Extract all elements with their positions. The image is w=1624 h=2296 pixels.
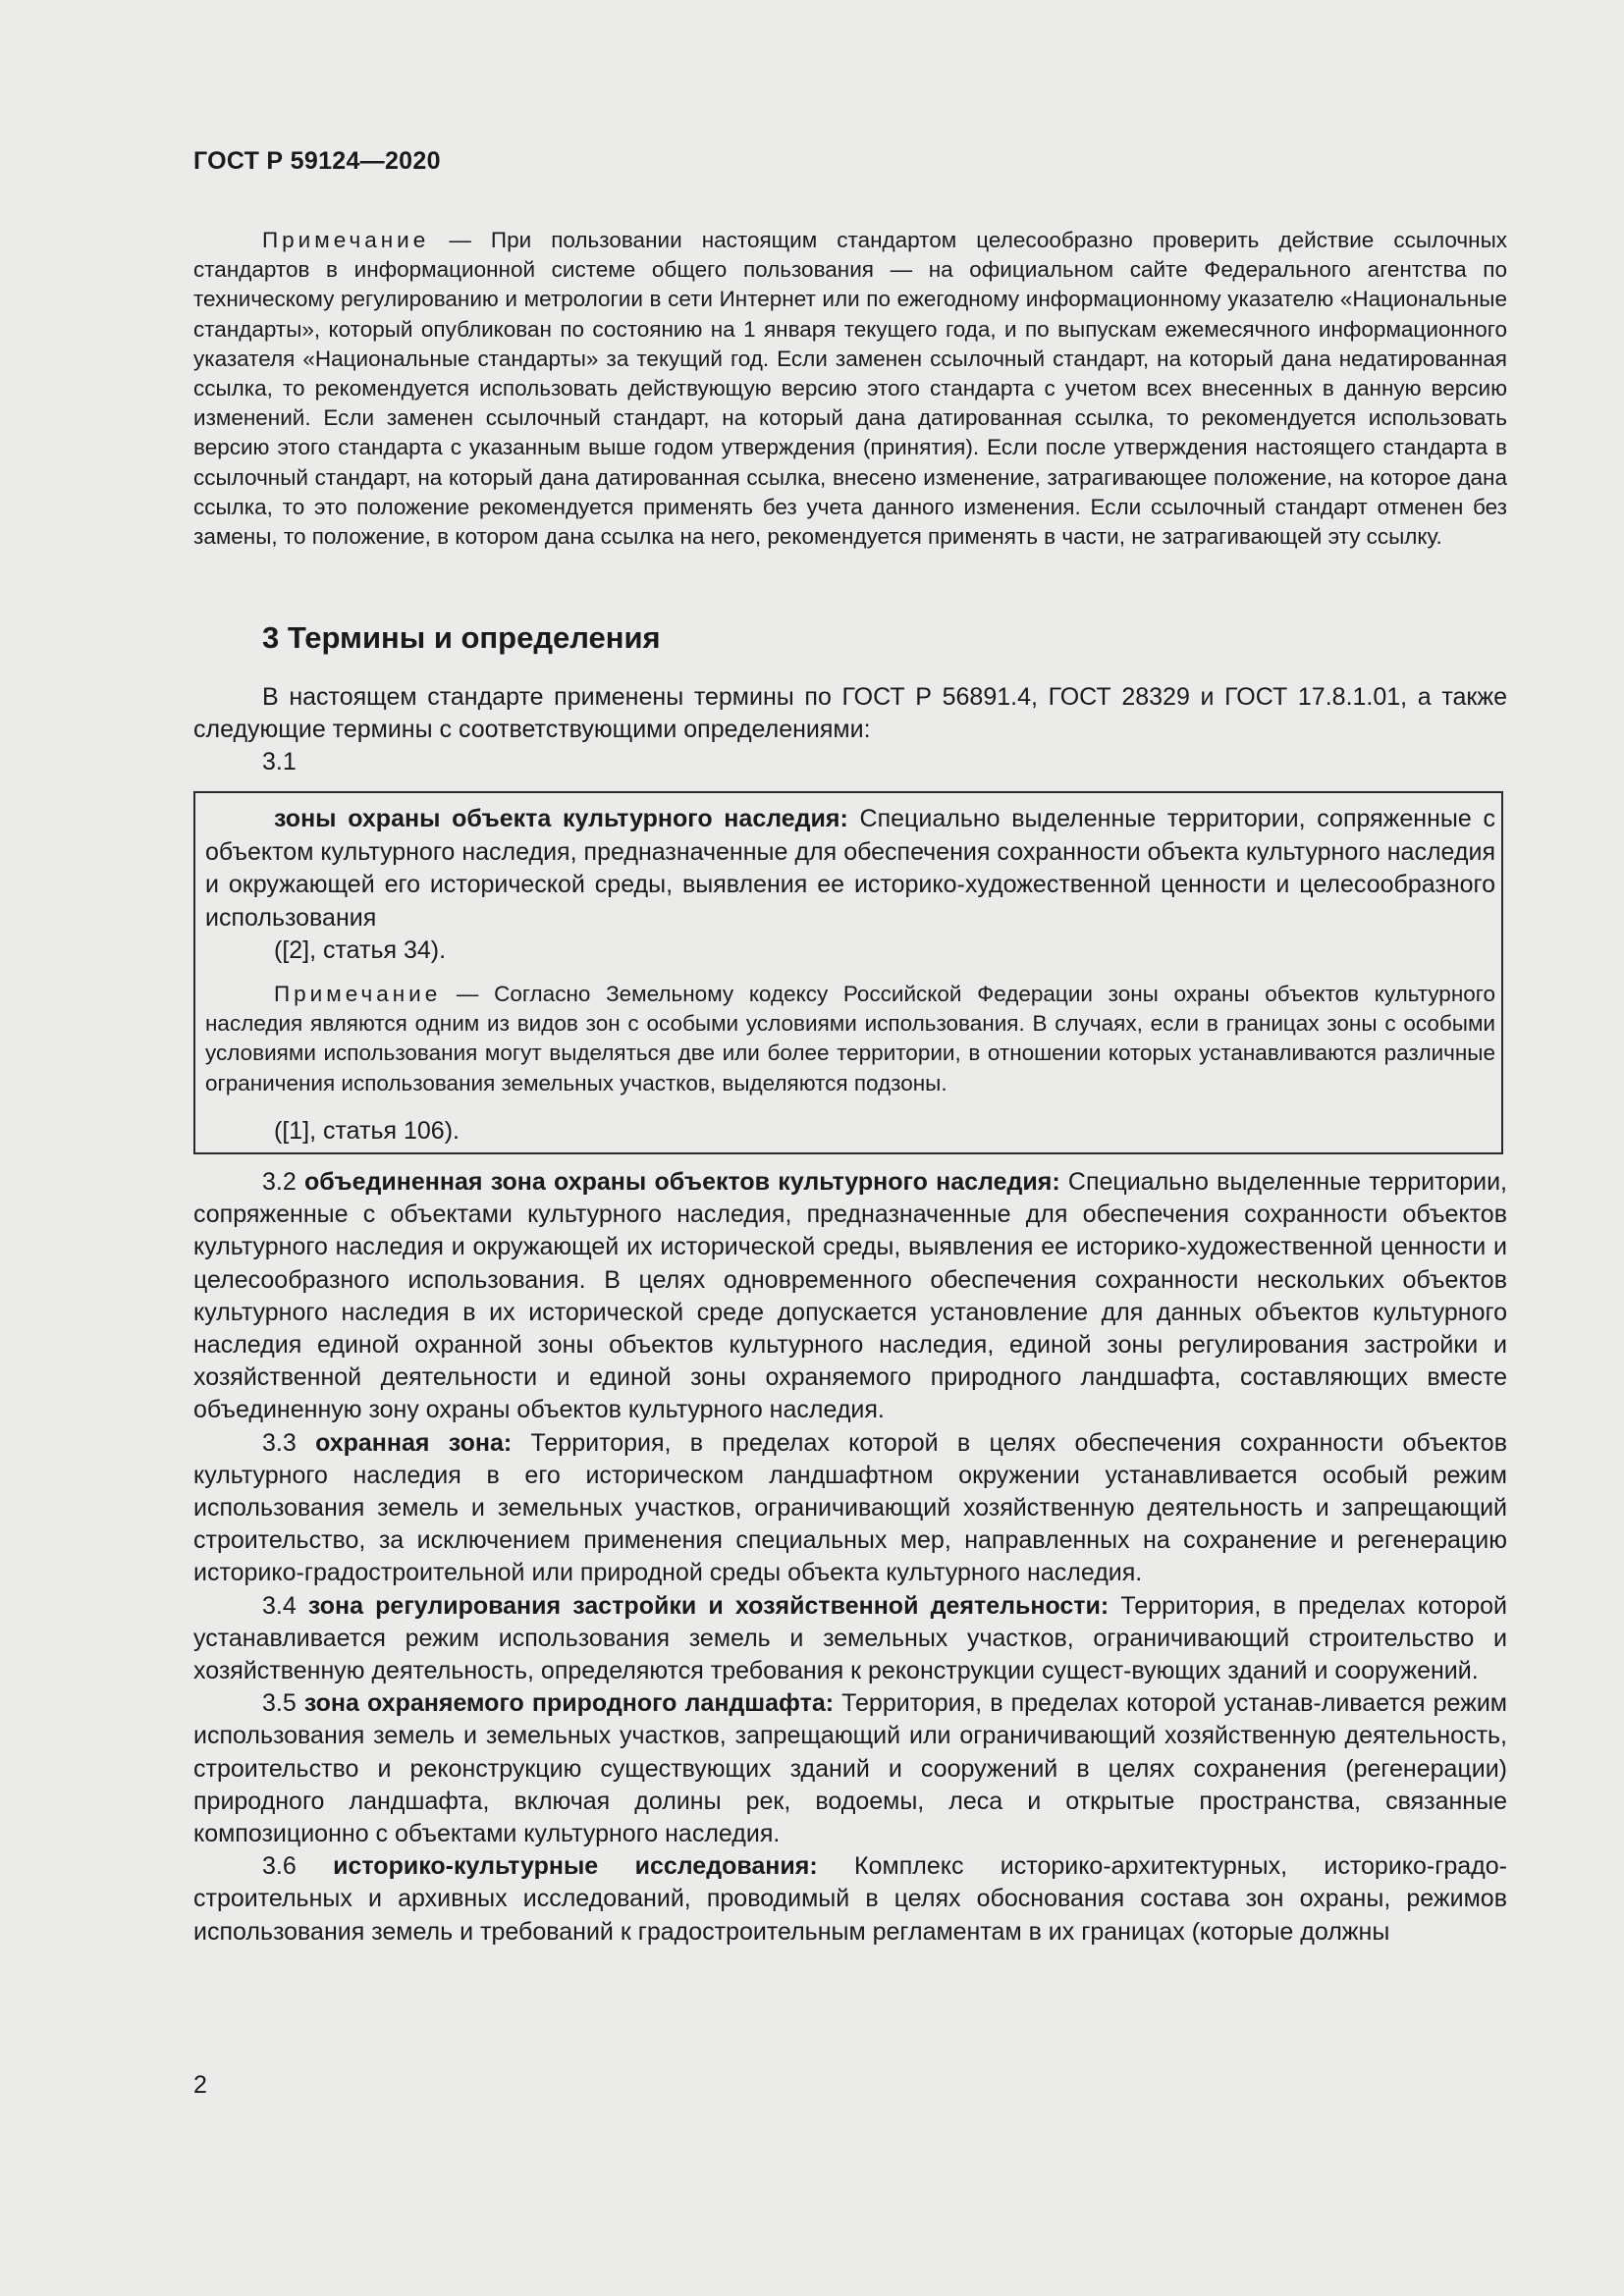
section-title: 3 Термины и определения (262, 620, 661, 655)
term-note (205, 980, 1495, 1098)
term-note-label: Примечание (274, 982, 442, 1006)
note-text: — При пользовании настоящим стандартом целесообразно проверить действие ссылочных стандартов в информационной системе общего пользования — на официальном сайте Федерального агентства по техническому регулированию и метрологии в сети Интернет или по ежегодному информационному указателю «Национальные стандарты», который опубликован по состоянию на 1 января текущего года, и по выпускам ежемесячного информационного указателя «Национальные стандарты» за текущий год. Если заменен ссылочный стандарт, на который дана недатированная ссылка, то рекомендуется использовать действующую версию этого стандарта с учетом всех внесенных в данную версию изменений. Если заменен ссылочный стандарт, на который дана датированная ссылка, то рекомендуется использовать версию этого стандарта с указанным выше годом утверждения (принятия). Если после утверждения настоящего стандарта в ссылочный стандарт, на который дана датированная ссылка, внесено изменение, затрагивающее положение, на которое дана ссылка, то это положение рекомендуется применять без учета данного изменения. Если ссылочный стандарт отменен без замены, то положение, в котором дана ссылка на него, рекомендуется применять в части, не затрагивающей эту ссылку. (193, 228, 1507, 550)
term-definition-box (193, 791, 1503, 1154)
terms-list (193, 1166, 1507, 1949)
term-reference: ([2], статья 34). (274, 936, 447, 964)
term-entry-definition: Комплекс историко-архитектурных, историко-градо-строительных и архивных исследований, проводимый в целях обоснования состава зон охраны, режимов использования земель и требований к градостроительным регламентам в их границах (которые должны (193, 1852, 1507, 1946)
document-id: ГОСТ Р 59124—2020 (193, 147, 441, 175)
term-entry-name: историко-культурные исследования: (333, 1852, 818, 1881)
term-entry-name: объединенная зона охраны объектов культурного наследия: (304, 1168, 1060, 1196)
term-entry-definition: Территория, в пределах которой устанавливается режим использования земель и земельных участков, ограничивающий строительство и хозяйственную деятельность, определяются требования к реконструкции сущест-вующих зданий и сооружений. (193, 1591, 1508, 1685)
term-entry (193, 1850, 1507, 1949)
term-entry-name: зона охраняемого природного ландшафта: (303, 1689, 835, 1718)
term-entry (193, 1427, 1507, 1590)
term-entry (193, 1687, 1507, 1850)
term-entry-name: зона регулирования застройки и хозяйственной деятельности: (307, 1591, 1110, 1620)
term-entry (193, 1590, 1507, 1688)
reference-note (193, 226, 1507, 552)
term-entry-number: 3.2 (262, 1168, 305, 1196)
term-number: 3.1 (262, 748, 297, 775)
term-entry-definition: Территория, в пределах которой в целях обеспечения сохранности объектов культурного наследия в его историческом ландшафтном окружении устанавливается особый режим использования земель и земельных участков, ограничивающий хозяйственную деятельность и запрещающий строительство, за исключением применения специальных мер, направленных на сохранение и регенерацию историко-градостроительной или природной среды объекта культурного наследия. (193, 1428, 1507, 1587)
term-entry (193, 1166, 1507, 1427)
term-definition (205, 803, 1495, 934)
note-label: Примечание (262, 228, 430, 252)
term-text: Специально выделенные территории, сопряженные с объектом культурного наследия, предназначенные для обеспечения сохранности объекта культурного наследия и окружающей его исторической среды, выявления ее историко-художественной ценности и целесообразного использования (205, 805, 1495, 932)
term-entry-definition: Территория, в пределах которой устанав-ливается режим использования земель и земельных участков, запрещающий или ограничивающий хозяйственную деятельность, строительство и реконструкцию существующих зданий и сооружений в целях сохранения (регенерации) природного ландшафта, включая долины рек, водоемы, леса и открытые пространства, связанные композиционно с объектами культурного наследия. (193, 1689, 1507, 1848)
term-entry-number: 3.3 (262, 1428, 316, 1457)
term-entry-name: охранная зона: (315, 1428, 513, 1457)
term-entry-definition: Специально выделенные территории, сопряженные с объектами культурного наследия, предназначенные для обеспечения сохранности объектов культурного наследия и окружающей их исторической среды, выявления ее историко-художественной ценности и целесообразного использования. В целях одновременного обеспечения сохранности нескольких объектов культурного наследия в их исторической среде допускается установление для данных объектов культурного наследия единой охранной зоны объектов культурного наследия, единой зоны регулирования застройки и хозяйственной деятельности и единой зоны охраняемого природного ландшафта, составляющих вместе объединенную зону охраны объектов культурного наследия. (193, 1168, 1508, 1424)
term-name: зоны охраны объекта культурного наследия: (274, 805, 848, 832)
term-entry-number: 3.4 (262, 1591, 308, 1620)
page-number: 2 (193, 2071, 207, 2099)
term-note-text: — Согласно Земельному кодексу Российской Федерации зоны охраны объектов культурного наследия являются одним из видов зон с особыми условиями использования. В случаях, если в границах зоны с особыми условиями использования могут выделяться две или более территории, в отношении которых устанавливаются различные ограничения использования земельных участков, выделяются подзоны. (205, 982, 1495, 1095)
section-intro: В настоящем стандарте применены термины по ГОСТ Р 56891.4, ГОСТ 28329 и ГОСТ 17.8.1.01, а также следующие термины с соответствующими определениями: (193, 683, 1507, 743)
term-entry-number: 3.5 (262, 1689, 304, 1718)
term-note-reference: ([1], статья 106). (274, 1117, 460, 1145)
term-entry-number: 3.6 (262, 1852, 334, 1881)
